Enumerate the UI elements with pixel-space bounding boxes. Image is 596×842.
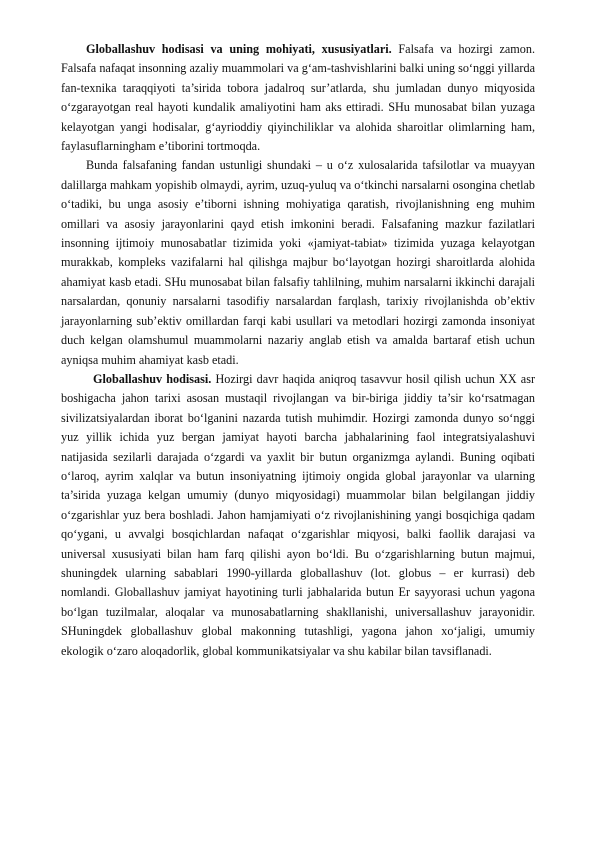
- paragraph-globalization-phenomenon: [61, 370, 535, 661]
- paragraph-text: Hozirgi davr haqida aniqroq tasavvur hosil qilish uchun XX asr boshigacha jahon tarixi asosan mustaqil rivojlangan va bir-biriga jiddiy ta’sir ko‘rsatmagan sivilizatsiyalardan iborat bo‘lganini nazarda tutish muhimdir. Hozirgi zamonda dunyo so‘nggi yuz yillik ichida yuz bergan jamiyat hayoti barcha jabhalarining faol integratsiyalashuvi natijasida sezilarli darajada o‘zgardi va yaxlit bir butun organizmga aylandi. Buning oqibati o‘laroq, ayrim xalqlar va butun insoniyatning ijtimoiy ongida global jarayonlar va ularning ta’sirida yuzaga kelgan umumiy (dunyo miqyosidagi) muammolar bilan belgilangan jiddiy o‘zgarishlar yuz bera boshladi. Jahon hamjamiyati o‘z rivojlanishining yangi bosqichiga qadam qo‘ygani, u avvalgi bosqichlardan nafaqat o‘zgarishlar miqyosi, balki faollik darajasi va universal xususiyati bilan ham farq qilishi ayon bo‘ldi. Bu o‘zgarishlarning butun majmui, shuningdek ularning sabablari 1990-yillarda globallashuv (lot. globus – er kurrasi) deb nomlandi. Globallashuv jamiyat hayotining turli jabhalarida butun Er sayyorasi uchun yagona bo‘lgan tuzilmalar, aloqalar va munosabatlarning shakllanishi, universallashuv jarayonidir. SHuningdek globallashuv global makonning tutashligi, yagona jahon xo‘jaligi, umumiy ekologik o‘zaro aloqadorlik, global kommunikatsiyalar va shu kabilar bilan tavsiflanadi.: [61, 371, 536, 658]
- paragraph-globalization-essence: [61, 40, 535, 156]
- paragraph-heading: Globallashuv hodisasi.: [93, 371, 212, 386]
- paragraph-philosophy-advantage: [61, 156, 535, 369]
- document-body: [61, 40, 535, 661]
- paragraph-text: Falsafa va hozirgi zamon. Falsafa nafaqat insonning azaliy muammolari va g‘am-tashvishlarini balki uning so‘nggi yillarda fan-texnika taraqqiyoti ta’sirida tobora jadalroq sur’atlarda, shu jumladan dunyo miqyosida o‘zgarayotgan real hayoti kundalik amaliyotini ham aks ettiradi. SHu munosabat bilan yuzaga kelayotgan yangi hodisalar, g‘ayrioddiy qiyinchiliklar va alohida sharoitlar olimlarning ham, faylasuflarningham e’tiborini tortmoqda.: [61, 42, 535, 154]
- paragraph-text: Bunda falsafaning fandan ustunligi shundaki – u o‘z xulosalarida tafsilotlar va muayyan dalillarga mahkam yopishib olmaydi, ayrim, uzuq-yuluq va o‘tkinchi narsalarni osongina chetlab o‘tadiki, bu unga asosiy e’tiborni ishning mohiyatiga qaratish, rivojlanishning eng muhim omillari va asosiy jarayonlarini qayd etish imkonini beradi. Falsafaning mazkur fazilatlari insonning ijtimoiy munosabatlar tizimida yoki «jamiyat-tabiat» tizimida yuzaga kelayotgan murakkab, kompleks vazifalarni hal qilishga majbur bo‘layotgan hozirgi sharoitlarda alohida ahamiyat kasb etadi. SHu munosabat bilan falsafiy tahlilning, muhim narsalarni ikkinchi darajali narsalardan, qonuniy narsalarni tasodifiy narsalardan farqlash, tarixiy rivojlanishda ob’ektiv jarayonlarning sub’ektiv omillardan farqi kabi usullari va metodlari hozirgi zamonda insoniyat duch kelgan olamshumul muammolarni nazariy anglab etish va amalda bartaraf etish uchun ayniqsa muhim ahamiyat kasb etadi.: [61, 158, 535, 367]
- paragraph-heading: Globallashuv hodisasi va uning mohiyati, xususiyatlari.: [86, 42, 392, 56]
